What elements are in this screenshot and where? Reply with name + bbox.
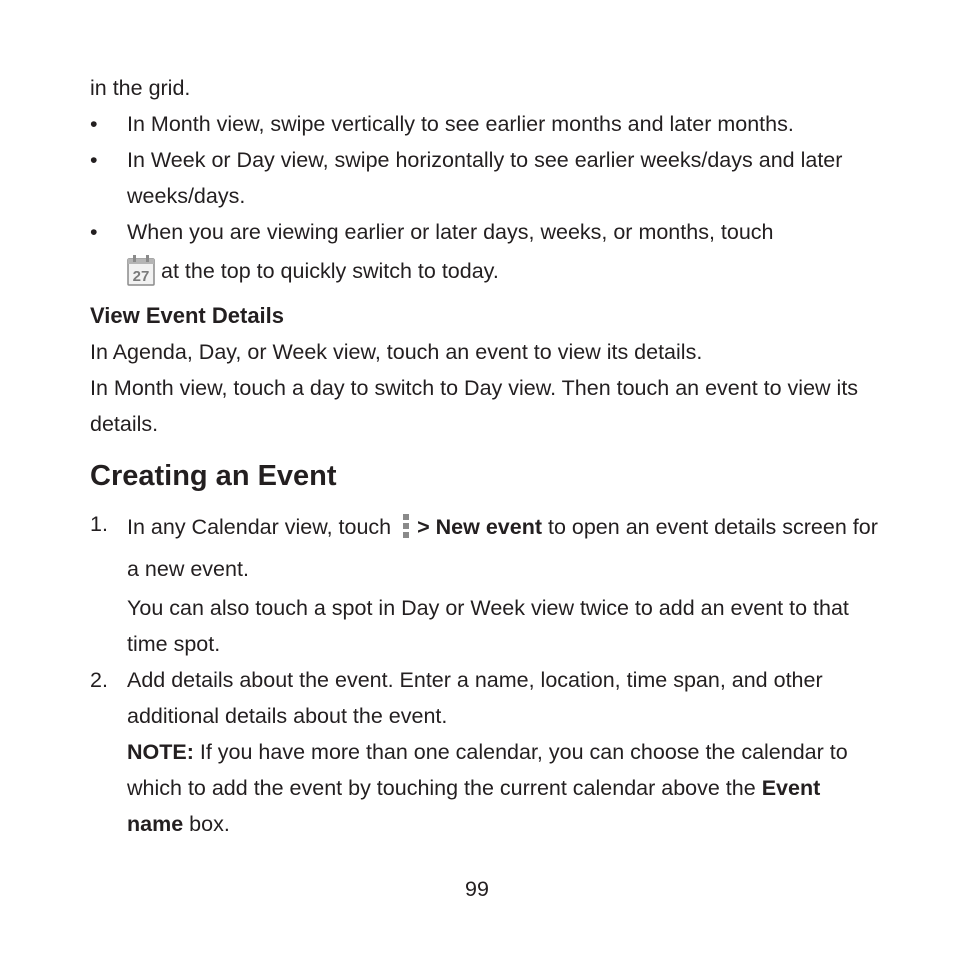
bullet-continuation [127, 259, 499, 286]
calendar-icon-number: 27 [132, 268, 150, 286]
note-label: NOTE: [127, 740, 194, 764]
bullet-text: When you are viewing earlier or later days, weeks, or months, touch [127, 220, 774, 244]
step-number: 1. [90, 512, 108, 536]
list-item [90, 106, 880, 142]
note-end-text: box. [189, 812, 230, 836]
page-number: 99 [465, 877, 489, 901]
menu-dots-icon [401, 512, 411, 540]
list-item [90, 214, 880, 292]
step1-extra-text: You can also touch a spot in Day or Week view twice to add an event to that time spot. [127, 596, 849, 656]
intro-line: in the grid. [90, 76, 191, 100]
bullet-text: In Week or Day view, swipe horizontally to see earlier weeks/days and later weeks/days. [127, 148, 843, 208]
view-details-para-1: In Agenda, Day, or Week view, touch an event to view its details. [90, 340, 703, 364]
step1-bold-text: > New event [417, 515, 542, 539]
bullet3-continuation-text: at the top to quickly switch to today. [161, 259, 499, 283]
view-event-details-heading: View Event Details [90, 303, 285, 328]
list-item-step-1 [90, 506, 880, 662]
step1-post-text: to open an event details screen for a new event. [127, 515, 878, 581]
note-bold-text: Event name [127, 776, 821, 836]
note-paragraph [127, 734, 880, 842]
navigation-bullet-list [90, 106, 880, 292]
creating-event-heading: Creating an Event [90, 460, 337, 492]
bullet-mark: • [90, 112, 98, 136]
creating-steps-list [90, 506, 880, 842]
step1-pre-text: In any Calendar view, touch [127, 515, 392, 539]
bullet-text: In Month view, swipe vertically to see earlier months and later months. [127, 112, 794, 136]
step2-text: Add details about the event. Enter a name, location, time span, and other additional details about the event. [127, 668, 823, 728]
calendar-today-icon [127, 254, 155, 286]
bullet-mark: • [90, 220, 98, 244]
list-item [90, 142, 880, 214]
page-content [90, 70, 880, 842]
list-item-step-2 [90, 662, 880, 842]
view-details-para-2: In Month view, touch a day to switch to Day view. Then touch an event to view its details. [90, 376, 859, 436]
bullet-mark: • [90, 148, 98, 172]
note-text: If you have more than one calendar, you can choose the calendar to which to add the event by touching the current calendar above the [127, 740, 848, 800]
step-number: 2. [90, 668, 108, 692]
